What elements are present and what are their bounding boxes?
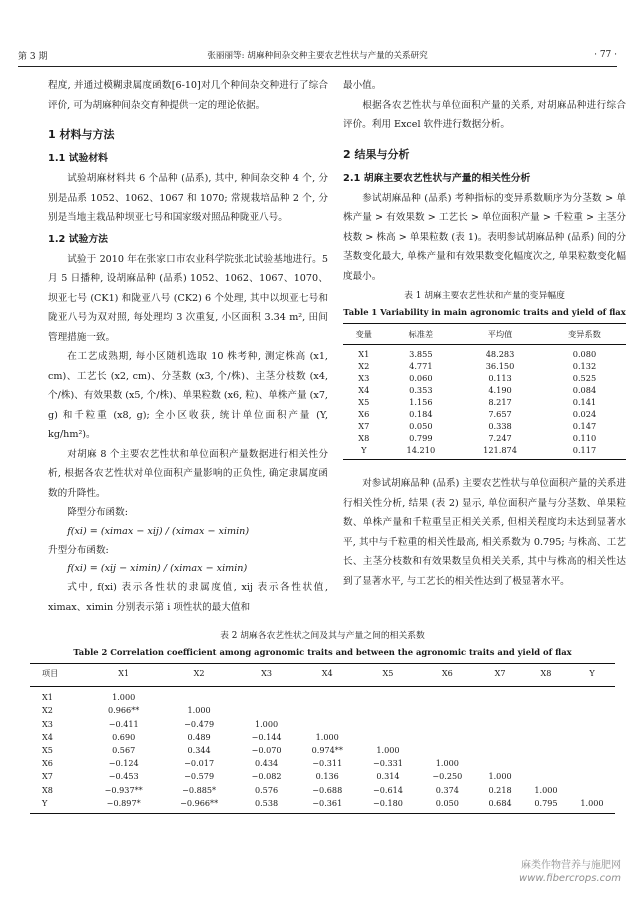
- table1: [343, 323, 626, 460]
- table1-row: [343, 444, 626, 460]
- table1-row: [343, 384, 626, 396]
- table2-cell: 1.000: [254, 718, 279, 729]
- table2-cell: 1.000: [112, 692, 136, 703]
- table2-row: [30, 704, 615, 717]
- table2-cell: 0.314: [376, 771, 400, 782]
- table2-cell: 1.000: [534, 784, 558, 795]
- table2-header-cell: X2: [161, 664, 236, 687]
- table2-cell: 0.374: [435, 784, 459, 795]
- table2-cell: −0.614: [372, 784, 403, 795]
- table2-header-cell: X7: [477, 664, 523, 687]
- table2-header-cell: X4: [296, 664, 358, 687]
- table2-cell: −0.180: [358, 797, 417, 814]
- table1-cell: 0.080: [572, 349, 597, 359]
- table1-cell: 0.084: [572, 385, 597, 395]
- table2-cell: −0.082: [251, 771, 282, 782]
- table1-header-cell: 平均值: [457, 324, 543, 345]
- table2-cell: [418, 704, 477, 717]
- table2-cell: −0.688: [312, 784, 343, 795]
- table2-caption-en: Table 2 Correlation coefficient among agronomic traits and between the agronomic traits and yield of flax: [73, 647, 572, 657]
- table1-cell: 0.110: [572, 433, 597, 443]
- table2-cell: [569, 744, 615, 757]
- page-number: · 77 ·: [594, 50, 617, 60]
- table1-cell: 3.855: [409, 349, 433, 359]
- table2-header-cell: Y: [569, 664, 615, 687]
- table2-header-cell: X8: [523, 664, 569, 687]
- table2-cell: X5: [42, 745, 53, 756]
- formula-explanation: 式中, f(xi) 表示各性状的隶属度值, xij 表示各性状值, ximax、ximin 分别表示第 i 项性状的最大值和: [48, 582, 328, 613]
- table2-cell: [523, 744, 569, 757]
- section-2-title: 2 结果与分析: [343, 147, 410, 161]
- table2-cell: 0.538: [237, 797, 296, 814]
- table1-cell: 0.147: [572, 421, 597, 431]
- table2-cell: [569, 757, 615, 770]
- table2-cell: −0.331: [372, 758, 403, 769]
- table2-cell: [523, 687, 569, 705]
- table2-cell: [569, 704, 615, 717]
- table2-cell: [477, 731, 523, 744]
- table2-caption-cn: 表 2 胡麻各农艺性状之间及其与产量之间的相关系数: [220, 631, 425, 641]
- table2-row: [30, 757, 615, 770]
- table2-cell: [569, 784, 615, 797]
- table2-cell: 0.576: [254, 784, 279, 795]
- table1-cell: 8.217: [488, 397, 512, 407]
- variability-paragraph: 参试胡麻品种 (品系) 考种指标的变异系数顺序为分茎数 > 单株产量 > 有效果数 > 工艺长 > 单位面积产量 > 千粒重 > 主茎分枝数 > 株高 > 单果粒数 (表 1)。表明参试胡麻品种 (品系) 间的分茎数变化最大, 单株产量和有效果数变化幅度次之, 单果粒数变化幅度最小。: [343, 192, 626, 282]
- table2-cell: −0.250: [432, 771, 463, 782]
- method-paragraph-2: 在工艺成熟期, 每小区随机选取 10 株考种, 测定株高 (x1, cm)、工艺长 (x2, cm)、分茎数 (x3, 个/株)、主茎分枝数 (x4, 个/株)、有效果数 (x5, 个/株)、单果粒数 (x6, 粒)、单株产量 (x7, g) 和千粒重 (x8, g); 全小区收获, 统计单位面积产量 (Y, kg/hm²)。: [48, 351, 328, 440]
- table2-cell: −0.966**: [161, 797, 236, 814]
- table2-cell: 1.000: [187, 705, 211, 716]
- table2-header-cell: X3: [237, 664, 296, 687]
- table1-cell: X2: [358, 361, 370, 371]
- table1-cell: X8: [358, 433, 370, 443]
- watermark-site-name: 麻类作物营养与施肥网: [521, 860, 621, 871]
- table1-cell: 0.141: [572, 397, 597, 407]
- table2-row: [30, 687, 615, 705]
- table2-cell: −0.937**: [104, 784, 143, 795]
- table2-cell: [523, 731, 569, 744]
- table2-cell: [358, 704, 417, 717]
- table2-cell: 0.136: [315, 771, 339, 782]
- table2-cell: 0.684: [477, 797, 523, 814]
- table1-row: [343, 345, 626, 361]
- table1-cell: 4.190: [488, 385, 512, 395]
- method-paragraph-3: 对胡麻 8 个主要农艺性状和单位面积产量数据进行相关性分析, 根据各农艺性状对单位面积产量影响的正负性, 确定隶属度函数的升降性。: [48, 448, 328, 499]
- table2-cell: 0.966**: [108, 705, 140, 716]
- table2-row: [30, 744, 615, 757]
- table2-cell: [418, 731, 477, 744]
- table2-cell: [418, 744, 477, 757]
- right-column: [343, 76, 626, 591]
- table1-cell: 7.657: [488, 409, 512, 419]
- table2-cell: [523, 757, 569, 770]
- table1-cell: 0.024: [572, 409, 597, 419]
- table1-cell: 0.525: [572, 373, 597, 383]
- table1-row: [343, 420, 626, 432]
- table2-cell: [358, 687, 417, 705]
- method-paragraph-1: 试验于 2010 年在张家口市农业科学院张北试验基地进行。5 月 5 日播种, 设胡麻品种 (品系) 1052、1062、1067、1070、坝亚七号 (CK1) 和陇亚八号 (CK2) 6 个处理, 其中以坝亚七号和陇亚八号为双对照, 每处理均 3 次重复, 小区面积 3.34 m², 田间管理措施一致。: [48, 253, 328, 343]
- site-watermark: [519, 859, 621, 885]
- table2-cell: −0.311: [312, 758, 343, 769]
- table2-cell: [569, 770, 615, 783]
- table1-cell: 0.050: [409, 421, 433, 431]
- table2-cell: 1.000: [315, 731, 339, 742]
- table1-cell: 0.799: [409, 433, 433, 443]
- table2-cell: [569, 731, 615, 744]
- section-2-1-title: 2.1 胡麻主要农艺性状与产量的相关性分析: [343, 172, 531, 184]
- table2-cell: [358, 731, 417, 744]
- table1-row: [343, 432, 626, 444]
- table1-cell: 14.210: [385, 444, 458, 460]
- table2-cell: [296, 687, 358, 705]
- watermark-url: www.fibercrops.com: [519, 873, 621, 884]
- table2-cell: X4: [42, 731, 53, 742]
- table1-cell: 0.132: [572, 361, 597, 371]
- table2-cell: 1.000: [488, 771, 512, 782]
- header-rule: [18, 66, 617, 67]
- table2-header-cell: X1: [86, 664, 161, 687]
- continued-text: 最小值。: [343, 80, 382, 91]
- running-title: 张丽丽等: 胡麻种间杂交种主要农艺性状与产量的关系研究: [207, 51, 428, 61]
- table2-header-cell: 项目: [30, 664, 86, 687]
- table1-row: [343, 396, 626, 408]
- table2-cell: 0.434: [254, 758, 279, 769]
- decreasing-function-formula: f(xi) = (ximax − xij) / (ximax − ximin): [67, 525, 250, 537]
- table2-cell: 0.218: [488, 784, 512, 795]
- table2-cell: [296, 704, 358, 717]
- table2-body: [30, 687, 615, 814]
- table2-cell: −0.579: [184, 771, 215, 782]
- table1-cell: 48.283: [485, 349, 515, 359]
- table2-cell: [237, 687, 296, 705]
- table1-row: [343, 360, 626, 372]
- table2-cell: 1.000: [376, 745, 400, 756]
- table2-cell: Y: [30, 797, 86, 814]
- increasing-function-label: 升型分布函数:: [48, 544, 109, 556]
- table1-cell: 0.353: [409, 385, 433, 395]
- table2-cell: [477, 744, 523, 757]
- table2-cell: X8: [42, 784, 53, 795]
- table1-cell: X3: [358, 373, 370, 383]
- table1-header-cell: 标准差: [385, 324, 458, 345]
- increasing-function-formula: f(xi) = (xij − ximin) / (ximax − ximin): [67, 563, 248, 574]
- evaluation-paragraph: 根据各农艺性状与单位面积产量的关系, 对胡麻品种进行综合评价。利用 Excel 软件进行数据分析。: [343, 99, 626, 130]
- table1-body: [343, 345, 626, 460]
- table2-row: [30, 770, 615, 783]
- table2-cell: [296, 718, 358, 731]
- table2-cell: −0.144: [251, 731, 282, 742]
- table2-cell: [477, 718, 523, 731]
- table2-cell: [477, 704, 523, 717]
- table2-cell: 1.000: [435, 758, 459, 769]
- table2-cell: −0.070: [251, 745, 282, 756]
- table2-cell: [569, 718, 615, 731]
- table2-cell: X6: [42, 758, 53, 769]
- table1-header-row: [343, 324, 626, 345]
- table2-cell: −0.017: [184, 758, 215, 769]
- table2-row: [30, 797, 615, 814]
- section-1-1-title: 1.1 试验材料: [48, 153, 108, 164]
- issue-number: 第 3 期: [18, 51, 48, 62]
- table2-cell: 0.567: [112, 745, 136, 756]
- table1-cell: 4.771: [409, 361, 433, 371]
- table1-cell: X7: [358, 421, 370, 431]
- table2-cell: −0.479: [184, 718, 215, 729]
- table1-cell: 1.156: [409, 397, 433, 407]
- table2-header-row: [30, 664, 615, 687]
- table2-row: [30, 718, 615, 731]
- table2-cell: [418, 687, 477, 705]
- correlation-paragraph: 对参试胡麻品种 (品系) 主要农艺性状与单位面积产量的关系进行相关性分析, 结果 (表 2) 显示, 单位面积产量与分茎数、单果粒数、单株产量和千粒重呈正相关关系, 但相关程度均未达到显著水平, 其中与千粒重的相关性最高, 相关系数为 0.795; 与株高、工艺长、主茎分枝数和有效果数呈负相关关系, 其中与株高的相关性达到了显著水平, 与工艺长的相关性达到了极显著水平。: [343, 478, 626, 587]
- table2-cell: [237, 704, 296, 717]
- table2-cell: −0.411: [108, 718, 139, 729]
- table1-caption-en: Table 1 Variability in main agronomic traits and yield of flax: [343, 307, 626, 317]
- table2-row: [30, 784, 615, 797]
- table2-cell: [523, 770, 569, 783]
- decreasing-function-label: 降型分布函数:: [67, 507, 128, 518]
- section-1-2-title: 1.2 试验方法: [48, 233, 108, 245]
- table1-cell: X6: [358, 409, 370, 419]
- table2-cell: [523, 718, 569, 731]
- table2-cell: [161, 687, 236, 705]
- table1-cell: X4: [358, 385, 370, 395]
- table2-header-cell: X6: [418, 664, 477, 687]
- table2-cell: X3: [42, 718, 53, 729]
- table1-row: [343, 408, 626, 420]
- left-column: [48, 76, 328, 617]
- table2-cell: X7: [42, 771, 53, 782]
- table2-cell: 0.690: [112, 731, 136, 742]
- table2-cell: 0.344: [187, 745, 211, 756]
- table2-cell: 1.000: [569, 797, 615, 814]
- table1-caption-cn: 表 1 胡麻主要农艺性状和产量的变异幅度: [404, 291, 565, 301]
- table2-row: [30, 731, 615, 744]
- table2-cell: 0.974**: [311, 745, 343, 756]
- table2-cell: X1: [42, 692, 53, 703]
- table1-cell: X5: [358, 397, 370, 407]
- table2: [30, 663, 615, 814]
- table1-header-cell: 变量: [343, 324, 385, 345]
- table1-cell: 0.184: [409, 409, 433, 419]
- table2-cell: [523, 704, 569, 717]
- table2-cell: −0.885*: [182, 784, 217, 795]
- table1-cell: 0.117: [543, 444, 626, 460]
- table2-cell: [569, 687, 615, 705]
- table1-cell: Y: [343, 444, 385, 460]
- table2-cell: [358, 718, 417, 731]
- table2-cell: 0.795: [523, 797, 569, 814]
- table1-cell: 36.150: [485, 361, 515, 371]
- table2-cell: [477, 757, 523, 770]
- table2-cell: 0.050: [418, 797, 477, 814]
- intro-paragraph: 程度, 并通过模糊隶属度函数[6-10]对几个种间杂交种进行了综合评价, 可为胡麻种间杂交育种提供一定的理论依据。: [48, 80, 328, 111]
- table1-cell: 0.113: [488, 373, 512, 383]
- table2-cell: −0.897*: [86, 797, 161, 814]
- table2-block: [30, 626, 615, 814]
- table2-cell: −0.453: [108, 771, 139, 782]
- table1-cell: 121.874: [457, 444, 543, 460]
- table1-cell: 0.338: [488, 421, 512, 431]
- table1-row: [343, 372, 626, 384]
- table2-header-cell: X5: [358, 664, 417, 687]
- section-1-title: 1 材料与方法: [48, 128, 115, 141]
- table2-cell: [418, 718, 477, 731]
- table1-cell: X1: [358, 349, 370, 359]
- table2-cell: X2: [42, 705, 53, 716]
- table2-cell: −0.124: [108, 758, 139, 769]
- table1-header-cell: 变异系数: [543, 324, 626, 345]
- running-header: [18, 47, 617, 63]
- materials-paragraph: 试验胡麻材料共 6 个品种 (品系), 其中, 种间杂交种 4 个, 分别是品系 1052、1062、1067 和 1070; 常规栽培品种 2 个, 分别是当地主栽品种坝亚七号和国家级对照品种陇亚八号。: [48, 173, 328, 223]
- table2-cell: [477, 687, 523, 705]
- table1-cell: 7.247: [488, 433, 512, 443]
- table2-cell: 0.489: [187, 731, 211, 742]
- table2-cell: −0.361: [296, 797, 358, 814]
- table1-cell: 0.060: [409, 373, 433, 383]
